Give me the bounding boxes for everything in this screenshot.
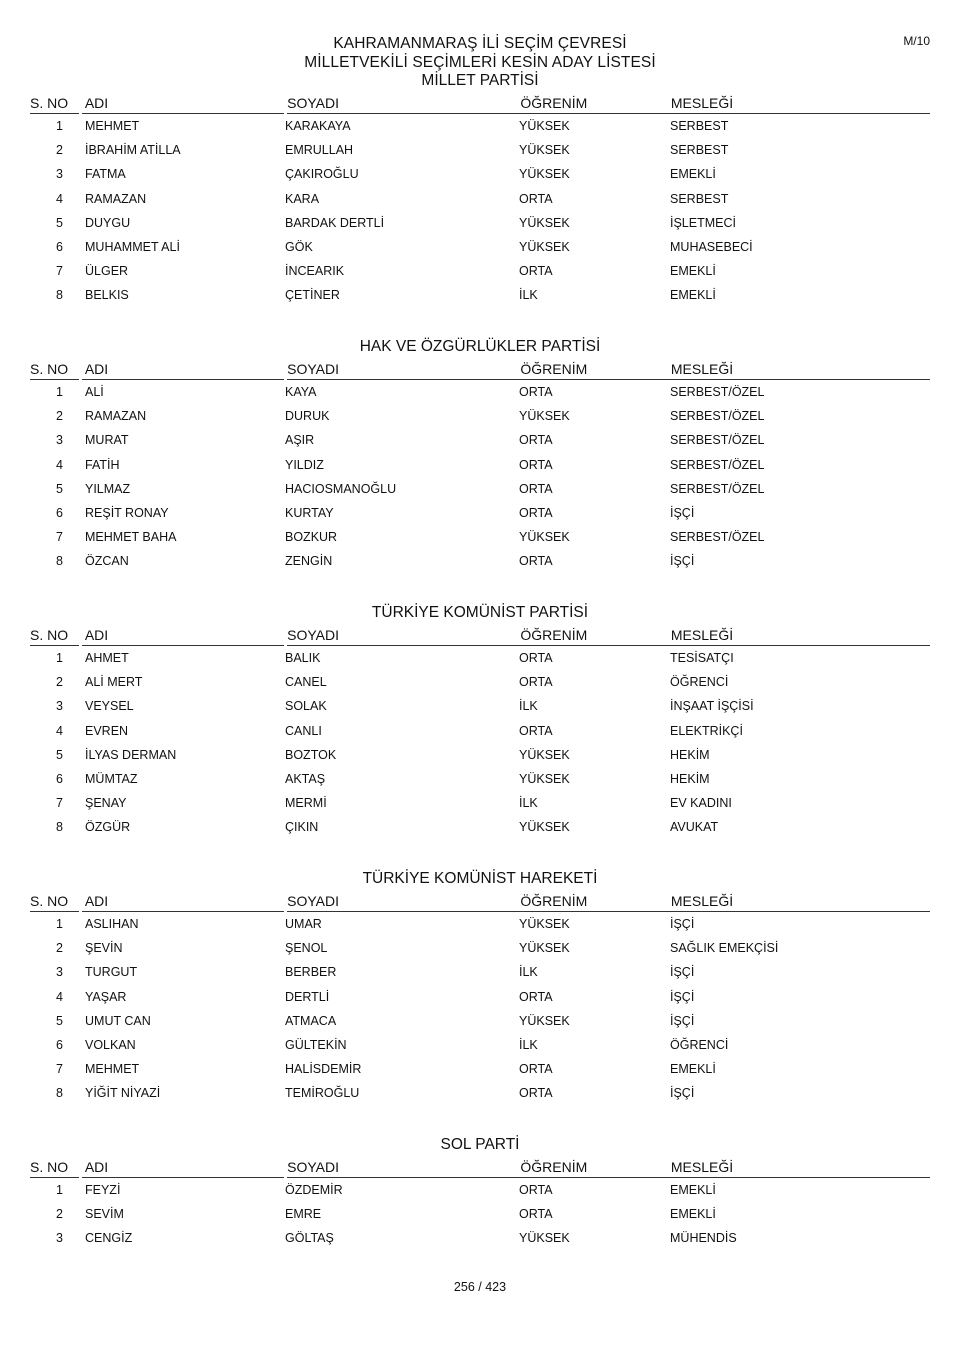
cell-no: 5 xyxy=(56,747,63,762)
cell-ad: FEYZİ xyxy=(85,1183,121,1198)
table-row xyxy=(30,646,930,670)
table-row xyxy=(30,670,930,694)
cell-ogrenim: YÜKSEK xyxy=(519,747,570,762)
cell-meslek: İŞÇİ xyxy=(670,1086,695,1101)
cell-ogrenim: YÜKSEK xyxy=(519,167,570,182)
column-header-ogrenim: ÖĞRENİM xyxy=(520,361,671,380)
cell-ogrenim: YÜKSEK xyxy=(519,1013,570,1028)
cell-meslek: MUHASEBECİ xyxy=(670,240,753,255)
document-header xyxy=(0,34,960,72)
cell-ogrenim: ORTA xyxy=(519,385,553,400)
cell-ad: DUYGU xyxy=(85,215,131,230)
cell-ad: UMUT CAN xyxy=(85,1013,151,1028)
cell-ogrenim: ORTA xyxy=(519,457,553,472)
table-row xyxy=(30,1226,930,1250)
cell-soyad: EMRE xyxy=(285,1207,322,1222)
cell-meslek: EMEKLİ xyxy=(670,167,716,182)
cell-ogrenim: ORTA xyxy=(519,1086,553,1101)
cell-no: 7 xyxy=(56,264,63,279)
cell-no: 4 xyxy=(56,989,63,1004)
cell-soyad: SOLAK xyxy=(285,699,327,714)
cell-meslek: SERBEST xyxy=(670,119,729,134)
cell-meslek: İŞÇİ xyxy=(670,965,695,980)
column-header-ogrenim: ÖĞRENİM xyxy=(520,1159,671,1178)
column-header-no: S. NO xyxy=(30,627,79,646)
cell-no: 6 xyxy=(56,1038,63,1053)
cell-ogrenim: YÜKSEK xyxy=(519,917,570,932)
cell-ogrenim: İLK xyxy=(519,288,538,303)
cell-no: 7 xyxy=(56,1062,63,1077)
table-header xyxy=(30,92,930,114)
cell-ad: RAMAZAN xyxy=(85,409,147,424)
cell-ad: FATMA xyxy=(85,167,126,182)
cell-no: 7 xyxy=(56,796,63,811)
table-row xyxy=(30,719,930,743)
cell-soyad: ÇIKIN xyxy=(285,820,319,835)
cell-soyad: GÖLTAŞ xyxy=(285,1231,334,1246)
cell-no: 6 xyxy=(56,506,63,521)
cell-ogrenim: YÜKSEK xyxy=(519,530,570,545)
column-header-no: S. NO xyxy=(30,361,79,380)
party-section xyxy=(30,1134,930,1251)
cell-meslek: EMEKLİ xyxy=(670,264,716,279)
column-header-ad: ADI xyxy=(82,893,284,912)
column-header-meslek: MESLEĞİ xyxy=(671,361,930,380)
column-header-meslek: MESLEĞİ xyxy=(671,95,930,114)
cell-ogrenim: ORTA xyxy=(519,191,553,206)
cell-ad: İBRAHİM ATİLLA xyxy=(85,143,181,158)
cell-soyad: BOZKUR xyxy=(285,530,338,545)
column-header-soyad: SOYADI xyxy=(287,893,520,912)
column-header-soyad: SOYADI xyxy=(287,627,520,646)
table-row xyxy=(30,985,930,1009)
party-title: HAK VE ÖZGÜRLÜKLER PARTİSİ xyxy=(359,338,601,355)
table-row xyxy=(30,187,930,211)
cell-no: 8 xyxy=(56,820,63,835)
cell-ad: MUHAMMET ALİ xyxy=(85,240,180,255)
table-row xyxy=(30,428,930,452)
table-row xyxy=(30,404,930,428)
party-section xyxy=(30,602,930,840)
cell-soyad: ŞENOL xyxy=(285,941,328,956)
cell-meslek: AVUKAT xyxy=(670,820,719,835)
cell-soyad: AKTAŞ xyxy=(285,772,326,787)
cell-no: 6 xyxy=(56,240,63,255)
cell-soyad: MERMİ xyxy=(285,796,327,811)
cell-meslek: ELEKTRİKÇİ xyxy=(670,723,743,738)
cell-meslek: MÜHENDİS xyxy=(670,1231,737,1246)
column-header-ogrenim: ÖĞRENİM xyxy=(520,627,671,646)
cell-ad: TURGUT xyxy=(85,965,138,980)
cell-soyad: UMAR xyxy=(285,917,322,932)
party-title: SOL PARTİ xyxy=(440,1136,520,1153)
cell-no: 4 xyxy=(56,723,63,738)
table-row xyxy=(30,549,930,573)
column-header-meslek: MESLEĞİ xyxy=(671,893,930,912)
cell-no: 1 xyxy=(56,1183,63,1198)
cell-ad: BELKIS xyxy=(85,288,129,303)
cell-ad: ŞEVİN xyxy=(85,941,123,956)
cell-ogrenim: ORTA xyxy=(519,1062,553,1077)
cell-ogrenim: YÜKSEK xyxy=(519,240,570,255)
cell-no: 2 xyxy=(56,409,63,424)
table-row xyxy=(30,380,930,404)
table-row xyxy=(30,525,930,549)
table-row xyxy=(30,960,930,984)
cell-no: 5 xyxy=(56,481,63,496)
cell-ogrenim: İLK xyxy=(519,699,538,714)
table-header xyxy=(30,890,930,912)
cell-ogrenim: ORTA xyxy=(519,554,553,569)
table-row xyxy=(30,1202,930,1226)
cell-meslek: SERBEST/ÖZEL xyxy=(670,433,765,448)
cell-no: 5 xyxy=(56,1013,63,1028)
cell-no: 1 xyxy=(56,917,63,932)
cell-no: 8 xyxy=(56,1086,63,1101)
table-row xyxy=(30,694,930,718)
cell-ad: ALİ MERT xyxy=(85,675,143,690)
column-header-ogrenim: ÖĞRENİM xyxy=(520,893,671,912)
cell-no: 2 xyxy=(56,675,63,690)
table-row xyxy=(30,936,930,960)
cell-ad: ÖZGÜR xyxy=(85,820,131,835)
column-header-meslek: MESLEĞİ xyxy=(671,1159,930,1178)
table-row xyxy=(30,477,930,501)
cell-ogrenim: ORTA xyxy=(519,675,553,690)
cell-soyad: KARA xyxy=(285,191,320,206)
table-row xyxy=(30,1178,930,1202)
column-header-soyad: SOYADI xyxy=(287,95,520,114)
table-row xyxy=(30,767,930,791)
cell-ad: ÖZCAN xyxy=(85,554,129,569)
column-header-ad: ADI xyxy=(82,361,284,380)
table-header xyxy=(30,1156,930,1178)
table-row xyxy=(30,1057,930,1081)
column-header-ad: ADI xyxy=(82,95,284,114)
cell-meslek: İŞÇİ xyxy=(670,506,695,521)
cell-meslek: EMEKLİ xyxy=(670,1183,716,1198)
page-number: 256 / 423 xyxy=(453,1280,507,1294)
table-row xyxy=(30,501,930,525)
cell-ogrenim: YÜKSEK xyxy=(519,215,570,230)
cell-ogrenim: ORTA xyxy=(519,264,553,279)
cell-soyad: BARDAK DERTLİ xyxy=(285,215,385,230)
cell-ad: YAŞAR xyxy=(85,989,127,1004)
cell-ogrenim: ORTA xyxy=(519,1207,553,1222)
cell-ogrenim: ORTA xyxy=(519,1183,553,1198)
cell-no: 5 xyxy=(56,215,63,230)
cell-soyad: BERBER xyxy=(285,965,337,980)
cell-meslek: EMEKLİ xyxy=(670,1062,716,1077)
cell-no: 3 xyxy=(56,433,63,448)
column-header-meslek: MESLEĞİ xyxy=(671,627,930,646)
cell-soyad: İNCEARIK xyxy=(285,264,345,279)
party-section xyxy=(30,70,930,308)
table-row xyxy=(30,743,930,767)
cell-ad: RAMAZAN xyxy=(85,191,147,206)
table-row xyxy=(30,162,930,186)
column-header-no: S. NO xyxy=(30,893,79,912)
cell-meslek: EMEKLİ xyxy=(670,288,716,303)
cell-no: 2 xyxy=(56,1207,63,1222)
cell-meslek: TESİSATÇI xyxy=(670,651,734,666)
cell-ogrenim: ORTA xyxy=(519,433,553,448)
cell-ogrenim: YÜKSEK xyxy=(519,409,570,424)
cell-meslek: İŞÇİ xyxy=(670,554,695,569)
cell-ogrenim: İLK xyxy=(519,796,538,811)
table-row xyxy=(30,283,930,307)
cell-meslek: ÖĞRENCİ xyxy=(670,1038,729,1053)
table-row xyxy=(30,453,930,477)
party-section xyxy=(30,868,930,1106)
cell-meslek: İŞÇİ xyxy=(670,917,695,932)
cell-no: 2 xyxy=(56,941,63,956)
header-line-2: MİLLETVEKİLİ SEÇİMLERİ KESİN ADAY LİSTESİ xyxy=(304,54,656,71)
table-row xyxy=(30,138,930,162)
cell-meslek: İŞÇİ xyxy=(670,989,695,1004)
cell-no: 3 xyxy=(56,167,63,182)
cell-no: 3 xyxy=(56,965,63,980)
cell-ogrenim: İLK xyxy=(519,1038,538,1053)
cell-soyad: KURTAY xyxy=(285,506,334,521)
cell-ogrenim: YÜKSEK xyxy=(519,941,570,956)
table-header xyxy=(30,624,930,646)
cell-meslek: İŞLETMECİ xyxy=(670,215,736,230)
party-title: MİLLET PARTİSİ xyxy=(421,72,539,89)
cell-soyad: YILDIZ xyxy=(285,457,324,472)
cell-ad: YİĞİT NİYAZİ xyxy=(85,1086,161,1101)
table-row xyxy=(30,259,930,283)
cell-no: 1 xyxy=(56,385,63,400)
cell-meslek: SERBEST/ÖZEL xyxy=(670,481,765,496)
column-header-ad: ADI xyxy=(82,1159,284,1178)
cell-ogrenim: ORTA xyxy=(519,723,553,738)
cell-soyad: KAYA xyxy=(285,385,317,400)
party-section xyxy=(30,336,930,574)
cell-ogrenim: ORTA xyxy=(519,506,553,521)
cell-ad: MEHMET xyxy=(85,119,140,134)
cell-meslek: SAĞLIK EMEKÇİSİ xyxy=(670,941,779,956)
cell-ogrenim: YÜKSEK xyxy=(519,772,570,787)
cell-soyad: ÇETİNER xyxy=(285,288,340,303)
cell-no: 6 xyxy=(56,772,63,787)
cell-ad: FATİH xyxy=(85,457,120,472)
cell-no: 4 xyxy=(56,191,63,206)
cell-meslek: SERBEST xyxy=(670,191,729,206)
cell-ad: MEHMET xyxy=(85,1062,140,1077)
cell-soyad: DURUK xyxy=(285,409,330,424)
cell-ad: MÜMTAZ xyxy=(85,772,138,787)
cell-soyad: HACIOSMANOĞLU xyxy=(285,481,397,496)
cell-soyad: DERTLİ xyxy=(285,989,330,1004)
cell-soyad: CANLI xyxy=(285,723,322,738)
table-row xyxy=(30,114,930,138)
cell-ad: ALİ xyxy=(85,385,104,400)
cell-soyad: ÇAKIROĞLU xyxy=(285,167,359,182)
cell-meslek: EMEKLİ xyxy=(670,1207,716,1222)
cell-ad: ASLIHAN xyxy=(85,917,139,932)
column-header-soyad: SOYADI xyxy=(287,1159,520,1178)
cell-meslek: EV KADINI xyxy=(670,796,732,811)
cell-soyad: EMRULLAH xyxy=(285,143,354,158)
column-header-ogrenim: ÖĞRENİM xyxy=(520,95,671,114)
cell-meslek: SERBEST/ÖZEL xyxy=(670,409,765,424)
cell-soyad: TEMİROĞLU xyxy=(285,1086,360,1101)
cell-ogrenim: YÜKSEK xyxy=(519,820,570,835)
cell-no: 4 xyxy=(56,457,63,472)
column-header-no: S. NO xyxy=(30,95,79,114)
cell-meslek: HEKİM xyxy=(670,772,710,787)
cell-meslek: SERBEST/ÖZEL xyxy=(670,385,765,400)
page-code: M/10 xyxy=(903,34,930,48)
cell-soyad: CANEL xyxy=(285,675,327,690)
cell-ogrenim: ORTA xyxy=(519,989,553,1004)
header-line-1: KAHRAMANMARAŞ İLİ SEÇİM ÇEVRESİ xyxy=(333,35,627,52)
table-row xyxy=(30,815,930,839)
cell-no: 8 xyxy=(56,288,63,303)
party-title: TÜRKİYE KOMÜNİST PARTİSİ xyxy=(371,604,589,621)
cell-ogrenim: YÜKSEK xyxy=(519,143,570,158)
cell-ad: ŞENAY xyxy=(85,796,127,811)
cell-ad: MURAT xyxy=(85,433,129,448)
cell-soyad: ÖZDEMİR xyxy=(285,1183,343,1198)
column-header-no: S. NO xyxy=(30,1159,79,1178)
cell-meslek: İNŞAAT İŞÇİSİ xyxy=(670,699,754,714)
cell-ad: EVREN xyxy=(85,723,129,738)
cell-ad: YILMAZ xyxy=(85,481,131,496)
cell-no: 1 xyxy=(56,651,63,666)
cell-soyad: BOZTOK xyxy=(285,747,337,762)
cell-ogrenim: İLK xyxy=(519,965,538,980)
column-header-ad: ADI xyxy=(82,627,284,646)
column-header-soyad: SOYADI xyxy=(287,361,520,380)
cell-ogrenim: ORTA xyxy=(519,651,553,666)
table-row xyxy=(30,1081,930,1105)
cell-ad: AHMET xyxy=(85,651,129,666)
cell-no: 8 xyxy=(56,554,63,569)
cell-soyad: AŞIR xyxy=(285,433,315,448)
table-row xyxy=(30,1033,930,1057)
cell-no: 2 xyxy=(56,143,63,158)
table-row xyxy=(30,211,930,235)
table-header xyxy=(30,358,930,380)
cell-ad: ÜLGER xyxy=(85,264,129,279)
cell-no: 3 xyxy=(56,699,63,714)
cell-soyad: GÖK xyxy=(285,240,313,255)
table-row xyxy=(30,791,930,815)
cell-ogrenim: YÜKSEK xyxy=(519,119,570,134)
cell-ad: VOLKAN xyxy=(85,1038,136,1053)
cell-ad: VEYSEL xyxy=(85,699,134,714)
table-row xyxy=(30,912,930,936)
cell-ad: CENGİZ xyxy=(85,1231,133,1246)
cell-soyad: KARAKAYA xyxy=(285,119,351,134)
cell-ad: SEVİM xyxy=(85,1207,124,1222)
cell-soyad: ZENGİN xyxy=(285,554,333,569)
cell-ogrenim: YÜKSEK xyxy=(519,1231,570,1246)
cell-meslek: ÖĞRENCİ xyxy=(670,675,729,690)
cell-soyad: ATMACA xyxy=(285,1013,337,1028)
cell-soyad: GÜLTEKİN xyxy=(285,1038,347,1053)
table-row xyxy=(30,1009,930,1033)
cell-no: 7 xyxy=(56,530,63,545)
cell-ad: İLYAS DERMAN xyxy=(85,747,177,762)
cell-ad: REŞİT RONAY xyxy=(85,506,169,521)
table-row xyxy=(30,235,930,259)
cell-ad: MEHMET BAHA xyxy=(85,530,177,545)
cell-no: 1 xyxy=(56,119,63,134)
cell-meslek: HEKİM xyxy=(670,747,710,762)
cell-no: 3 xyxy=(56,1231,63,1246)
cell-meslek: SERBEST/ÖZEL xyxy=(670,530,765,545)
cell-meslek: SERBEST/ÖZEL xyxy=(670,457,765,472)
party-title: TÜRKİYE KOMÜNİST HAREKETİ xyxy=(362,870,598,887)
cell-meslek: İŞÇİ xyxy=(670,1013,695,1028)
cell-ogrenim: ORTA xyxy=(519,481,553,496)
cell-meslek: SERBEST xyxy=(670,143,729,158)
cell-soyad: HALİSDEMİR xyxy=(285,1062,362,1077)
cell-soyad: BALIK xyxy=(285,651,321,666)
